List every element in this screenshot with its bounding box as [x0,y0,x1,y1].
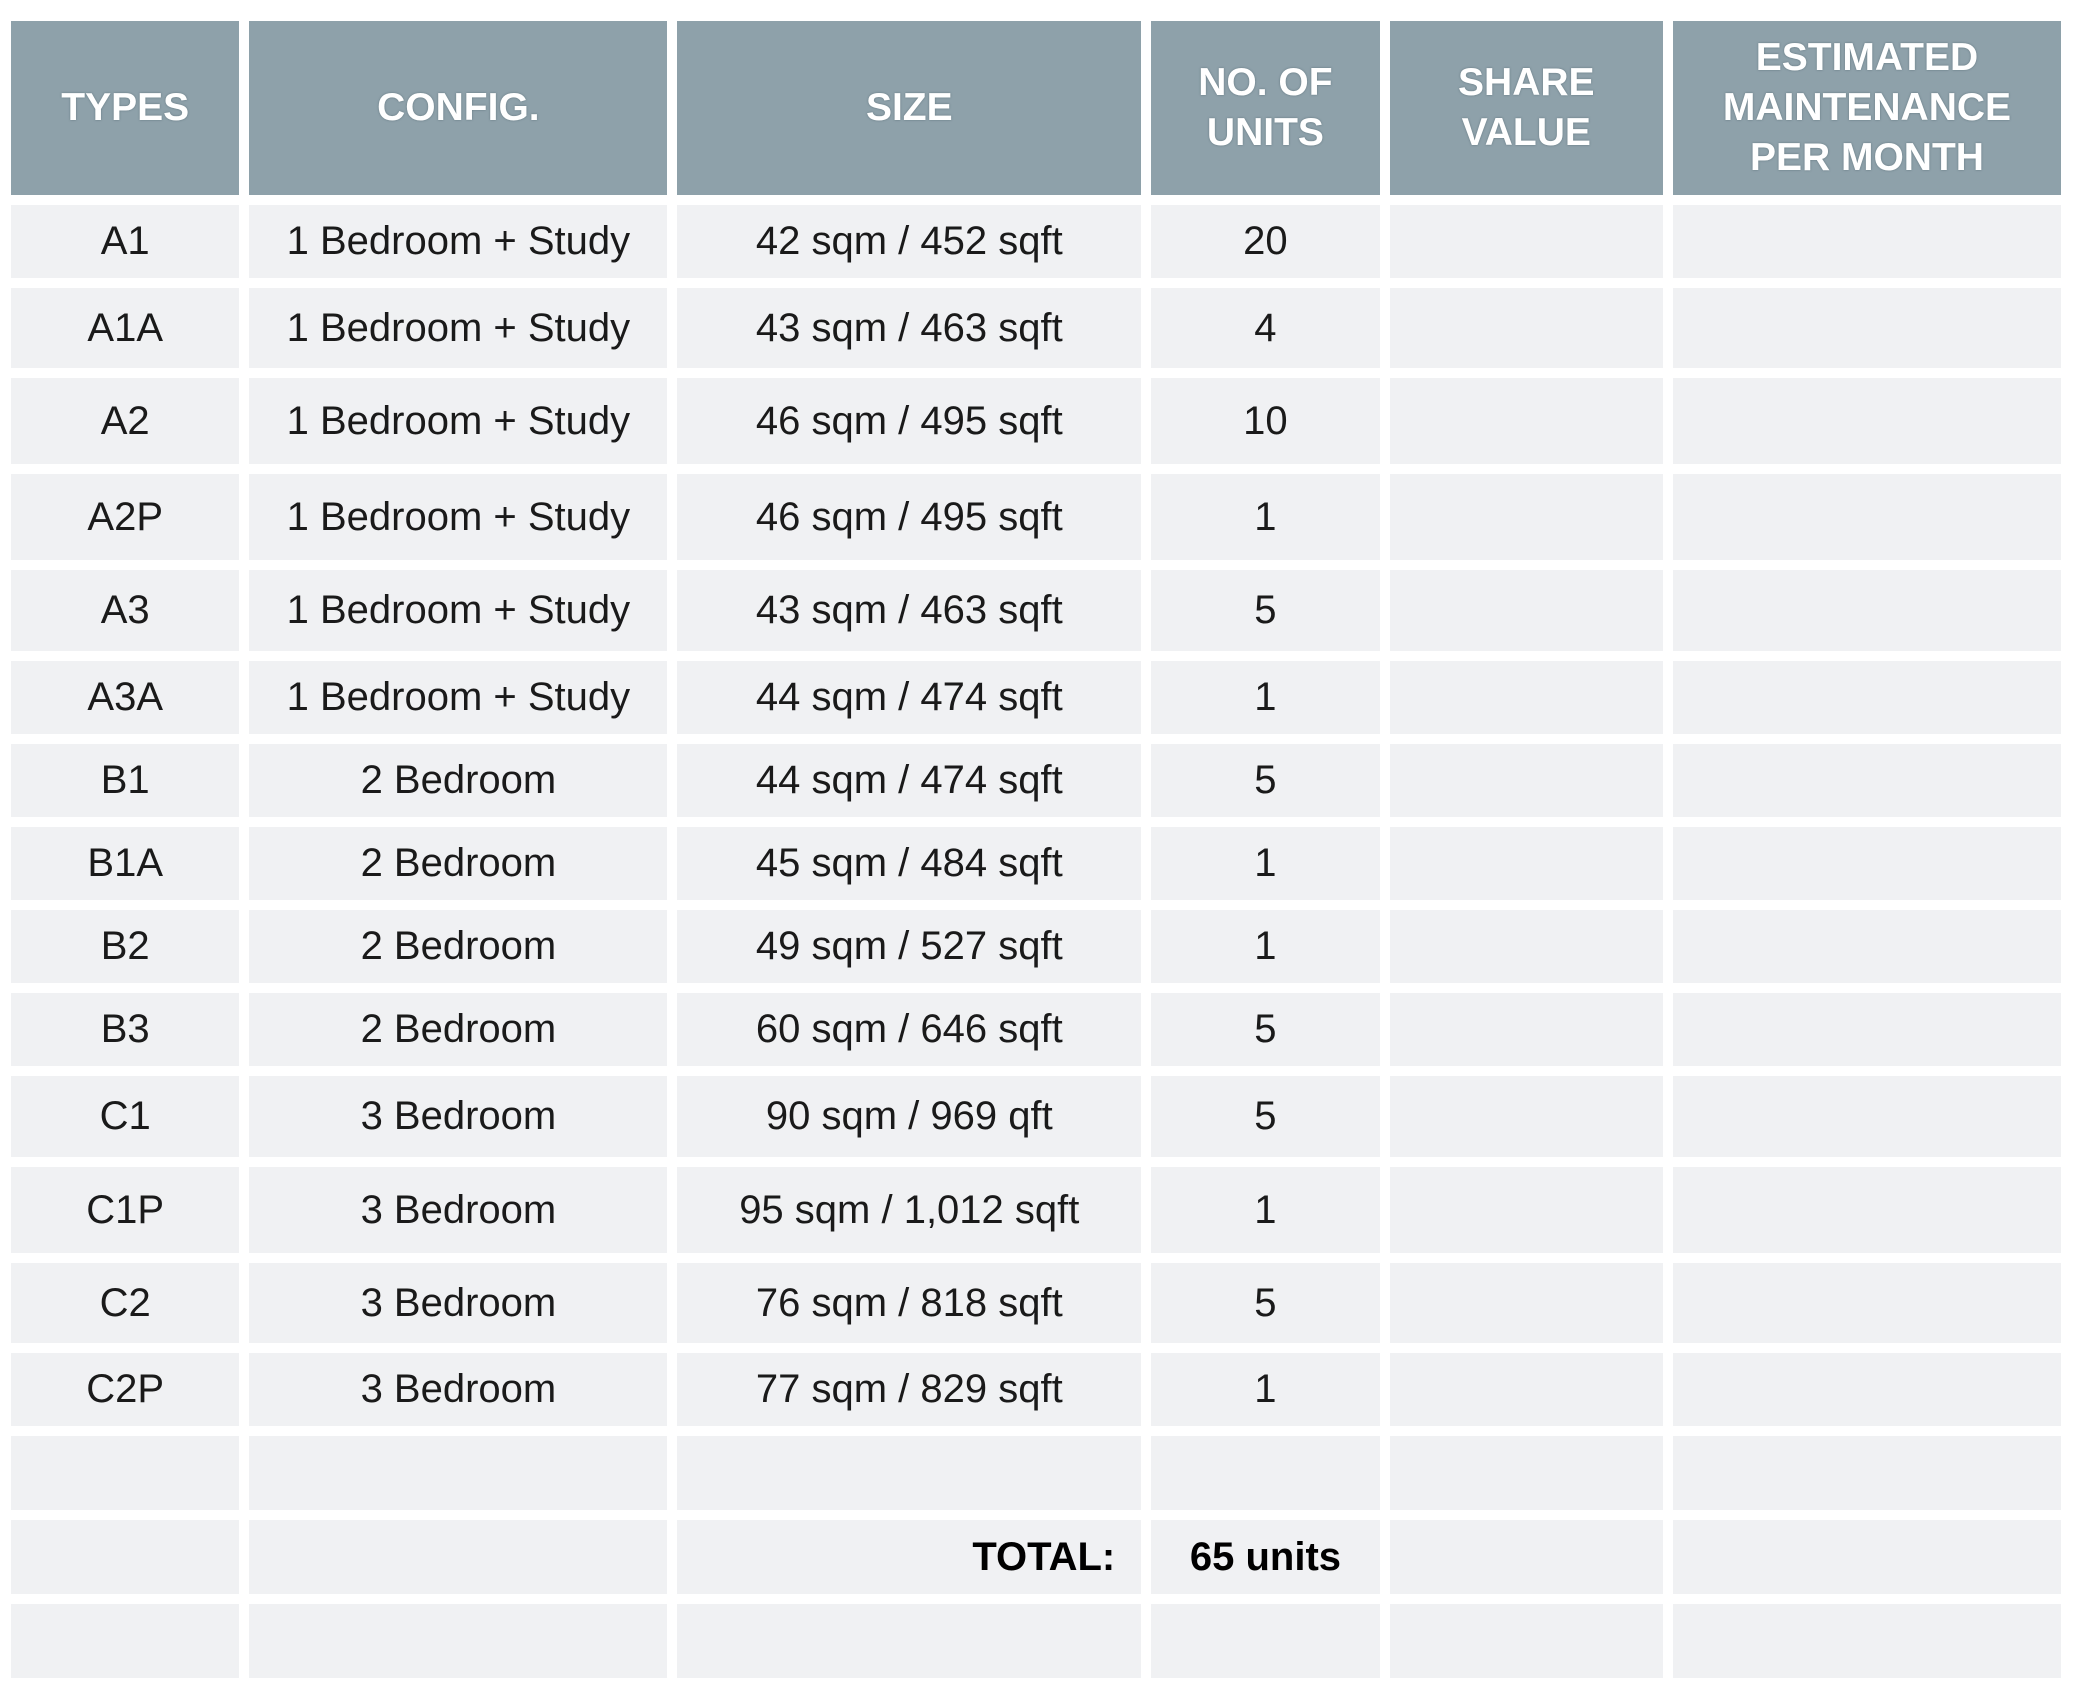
cell-size: 46 sqm / 495 sqft [677,378,1141,464]
total-units-value: 65 units [1189,1534,1342,1579]
cell-maintenance [1673,378,2061,464]
cell-maintenance [1673,1353,2061,1426]
cell-maintenance [1673,474,2061,560]
table-row [11,827,2061,900]
header-label-line: ESTIMATED [1755,36,1979,79]
total-label-cell [677,1520,1141,1594]
cell-size: 44 sqm / 474 sqft [677,661,1141,734]
cell-size: 46 sqm / 495 sqft [677,474,1141,560]
cell-size: 44 sqm / 474 sqft [677,744,1141,817]
empty-cell [249,1604,667,1678]
cell-size: 60 sqm / 646 sqft [677,993,1141,1066]
cell-maintenance [1673,744,2061,817]
header-label-line: NO. OF [1198,61,1333,104]
cell-config: 2 Bedroom [249,744,667,817]
cell-share-value [1390,474,1663,560]
cell-share-value [1390,205,1663,278]
cell-config: 3 Bedroom [249,1167,667,1253]
cell-units: 10 [1151,378,1379,464]
cell-config: 2 Bedroom [249,993,667,1066]
table-row [11,288,2061,368]
header-types [11,21,239,195]
cell-type: A1A [11,288,239,368]
cell-config: 1 Bedroom + Study [249,474,667,560]
cell-share-value [1390,1353,1663,1426]
cell-config: 1 Bedroom + Study [249,570,667,651]
total-label: TOTAL: [972,1534,1116,1579]
cell-share-value [1390,661,1663,734]
empty-cell [249,1520,667,1594]
cell-units: 5 [1151,570,1379,651]
table-row [11,1353,2061,1426]
cell-type: B3 [11,993,239,1066]
cell-maintenance [1673,1263,2061,1343]
cell-units: 1 [1151,1167,1379,1253]
cell-config: 1 Bedroom + Study [249,205,667,278]
cell-maintenance [1673,661,2061,734]
cell-size: 42 sqm / 452 sqft [677,205,1141,278]
cell-units: 5 [1151,993,1379,1066]
cell-maintenance [1673,827,2061,900]
cell-share-value [1390,910,1663,983]
header-label-line: SIZE [865,86,953,129]
table-row [11,910,2061,983]
cell-size: 43 sqm / 463 sqft [677,570,1141,651]
cell-type: A3 [11,570,239,651]
table-row [11,1167,2061,1253]
cell-units: 4 [1151,288,1379,368]
cell-type: A1 [11,205,239,278]
empty-cell [677,1436,1141,1510]
empty-cell [11,1604,239,1678]
table-row [11,474,2061,560]
cell-maintenance [1673,288,2061,368]
total-value-cell [1151,1520,1379,1594]
cell-config: 3 Bedroom [249,1263,667,1343]
cell-share-value [1390,1263,1663,1343]
table-row [11,205,2061,278]
empty-cell [1151,1436,1379,1510]
cell-type: C2 [11,1263,239,1343]
table-row [11,1076,2061,1157]
empty-cell [1390,1520,1663,1594]
header-label-line: PER MONTH [1749,136,1984,179]
cell-type: C2P [11,1353,239,1426]
cell-type: A3A [11,661,239,734]
cell-size: 43 sqm / 463 sqft [677,288,1141,368]
cell-units: 1 [1151,661,1379,734]
cell-maintenance [1673,1167,2061,1253]
cell-type: B1A [11,827,239,900]
cell-maintenance [1673,910,2061,983]
cell-units: 1 [1151,827,1379,900]
cell-type: A2P [11,474,239,560]
header-estimated-maintenance [1673,21,2061,195]
table-row [11,993,2061,1066]
cell-size: 45 sqm / 484 sqft [677,827,1141,900]
empty-cell [1673,1520,2061,1594]
table-header-row [11,21,2061,195]
header-share-value [1390,21,1663,195]
cell-config: 3 Bedroom [249,1353,667,1426]
empty-cell [1390,1604,1663,1678]
cell-type: B2 [11,910,239,983]
cell-share-value [1390,1076,1663,1157]
header-config [249,21,667,195]
header-no-of-units [1151,21,1379,195]
cell-units: 5 [1151,1076,1379,1157]
empty-cell [1673,1436,2061,1510]
cell-share-value [1390,1167,1663,1253]
cell-maintenance [1673,570,2061,651]
empty-row [11,1436,2061,1510]
table-row [11,744,2061,817]
cell-units: 1 [1151,1353,1379,1426]
cell-size: 49 sqm / 527 sqft [677,910,1141,983]
header-label-line: CONFIG. [377,86,540,129]
cell-maintenance [1673,993,2061,1066]
empty-cell [677,1604,1141,1678]
cell-maintenance [1673,205,2061,278]
cell-type: B1 [11,744,239,817]
cell-share-value [1390,827,1663,900]
header-label-line: UNITS [1206,111,1324,154]
cell-units: 20 [1151,205,1379,278]
table-row [11,570,2061,651]
cell-share-value [1390,993,1663,1066]
cell-config: 2 Bedroom [249,910,667,983]
cell-config: 3 Bedroom [249,1076,667,1157]
cell-size: 76 sqm / 818 sqft [677,1263,1141,1343]
cell-type: A2 [11,378,239,464]
header-label-line: VALUE [1461,111,1591,154]
cell-config: 2 Bedroom [249,827,667,900]
cell-type: C1P [11,1167,239,1253]
cell-size: 95 sqm / 1,012 sqft [677,1167,1141,1253]
header-label-line: TYPES [61,86,190,129]
table-row [11,378,2061,464]
cell-size: 90 sqm / 969 qft [677,1076,1141,1157]
cell-units: 1 [1151,474,1379,560]
empty-cell [11,1436,239,1510]
cell-units: 5 [1151,1263,1379,1343]
cell-share-value [1390,744,1663,817]
total-row [11,1520,2061,1594]
cell-share-value [1390,378,1663,464]
empty-cell [1151,1604,1379,1678]
cell-share-value [1390,288,1663,368]
empty-cell [1673,1604,2061,1678]
cell-type: C1 [11,1076,239,1157]
cell-size: 77 sqm / 829 sqft [677,1353,1141,1426]
header-label-line: MAINTENANCE [1722,86,2012,129]
cell-share-value [1390,570,1663,651]
header-size [677,21,1141,195]
cell-config: 1 Bedroom + Study [249,661,667,734]
table-row [11,1263,2061,1343]
empty-cell [11,1520,239,1594]
header-label-line: SHARE [1458,61,1595,104]
cell-units: 5 [1151,744,1379,817]
empty-row [11,1604,2061,1678]
table-row [11,661,2061,734]
empty-cell [1390,1436,1663,1510]
cell-config: 1 Bedroom + Study [249,378,667,464]
unit-types-table [11,21,2061,1688]
empty-cell [249,1436,667,1510]
cell-config: 1 Bedroom + Study [249,288,667,368]
cell-maintenance [1673,1076,2061,1157]
cell-units: 1 [1151,910,1379,983]
